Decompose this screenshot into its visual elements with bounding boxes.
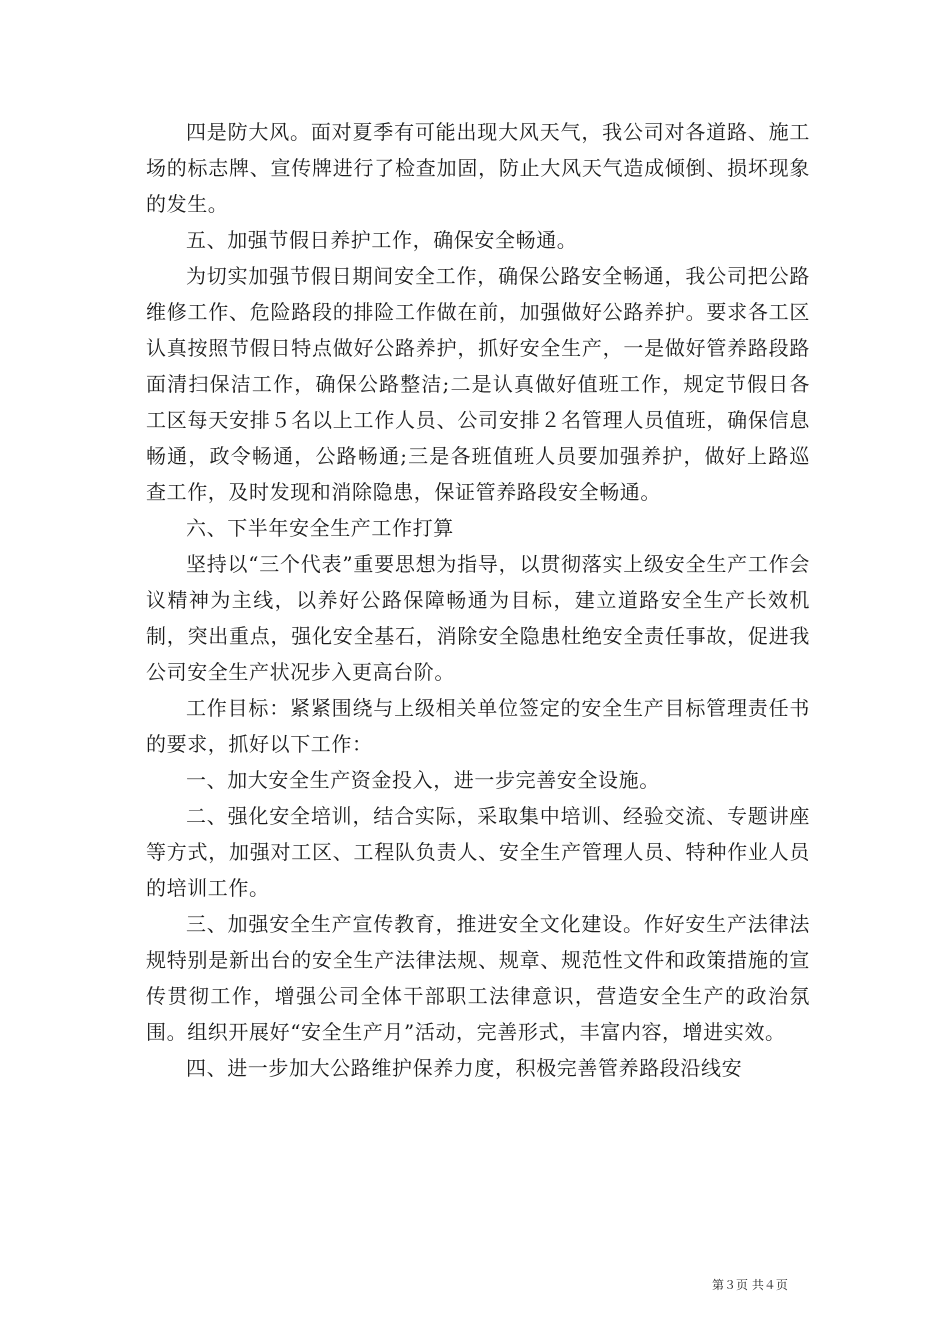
paragraph-holiday-maintenance: 为切实加强节假日期间安全工作，确保公路安全畅通，我公司把公路维修工作、危险路段的排险工作做在前，加强做好公路养护。要求各工区认真按照节假日特点做好公路养护，抓好安全生产，一是做好管养路段路面清扫保洁工作，确保公路整洁;二是认真做好值班工作，规定节假日各工区每天安排５名以上工作人员、公司安排２名管理人员值班，确保信息畅通，政令畅通，公路畅通;三是各班值班人员要加强养护，做好上路巡查工作，及时发现和消除隐患，保证管养路段安全畅通。	[146, 264, 810, 504]
heading-holiday-maintenance: 五、加强节假日养护工作，确保安全畅通。	[186, 228, 578, 252]
list-item-training: 二、强化安全培训，结合实际，采取集中培训、经验交流、专题讲座等方式，加强对工区、工程队负责人、安全生产管理人员、特种作业人员的培训工作。	[146, 804, 810, 900]
heading-second-half-plan: 六、下半年安全生产工作打算	[186, 516, 454, 540]
list-item-road-maintenance: 四、进一步加大公路维护保养力度，积极完善管养路段沿线安	[186, 1056, 743, 1080]
document-body	[146, 114, 810, 1086]
page-number-footer: 第３页 共４页	[712, 1278, 788, 1292]
paragraph-prevent-wind: 四是防大风。面对夏季有可能出现大风天气，我公司对各道路、施工场的标志牌、宣传牌进行了检查加固，防止大风天气造成倾倒、损坏现象的发生。	[146, 120, 810, 216]
paragraph-guiding-principle: 坚持以“三个代表”重要思想为指导，以贯彻落实上级安全生产工作会议精神为主线，以养好公路保障畅通为目标，建立道路安全生产长效机制，突出重点，强化安全基石，消除安全隐患杜绝安全责任事故，促进我公司安全生产状况步入更高台阶。	[146, 552, 810, 684]
list-item-funding: 一、加大安全生产资金投入，进一步完善安全设施。	[186, 768, 660, 792]
list-item-publicity: 三、加强安全生产宣传教育，推进安全文化建设。作好安生产法律法规特别是新出台的安全生产法律法规、规章、规范性文件和政策措施的宣传贯彻工作，增强公司全体干部职工法律意识，营造安全生产的政治氛围。组织开展好“安全生产月”活动，完善形式，丰富内容，增进实效。	[146, 912, 810, 1044]
paragraph-work-goal: 工作目标：紧紧围绕与上级相关单位签定的安全生产目标管理责任书的要求，抓好以下工作：	[146, 696, 810, 756]
